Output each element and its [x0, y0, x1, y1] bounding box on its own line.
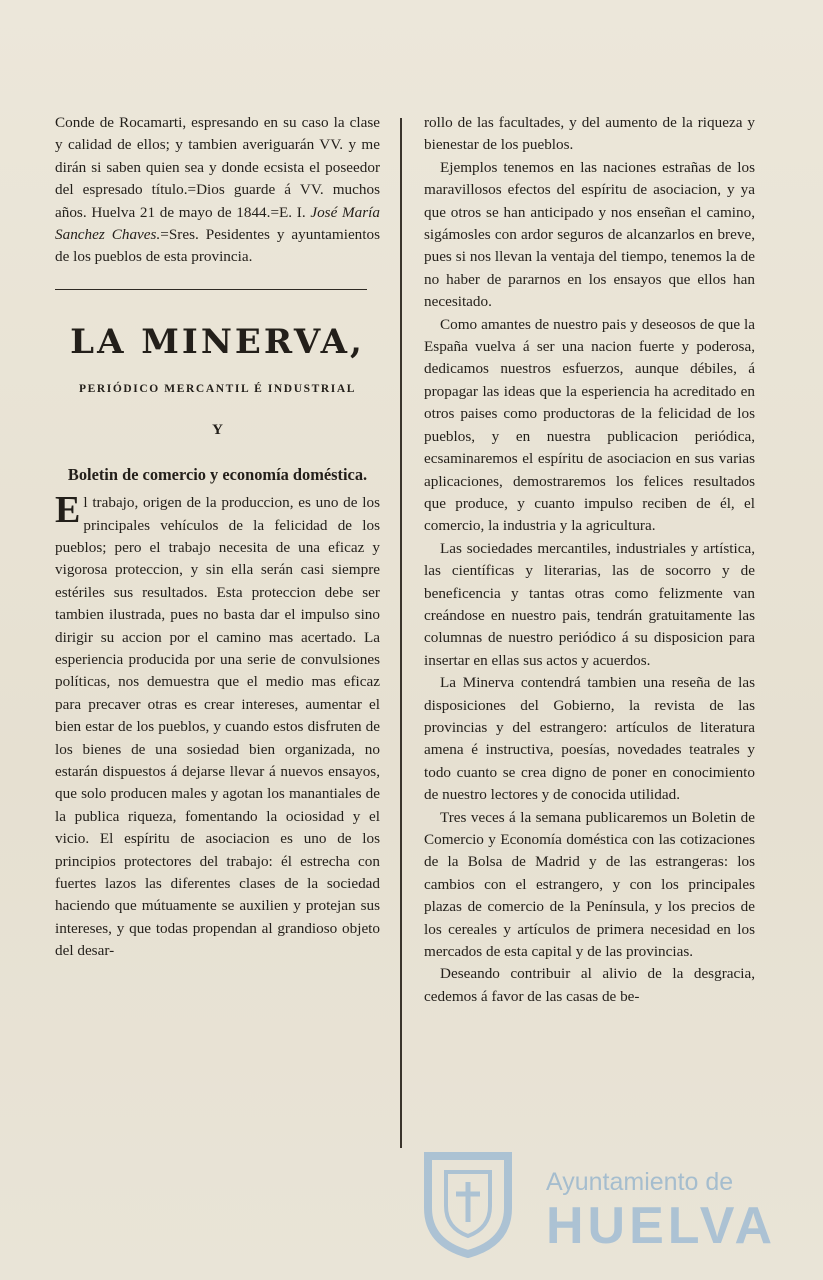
coat-of-arms-icon: [418, 1148, 518, 1258]
archive-watermark: [418, 1148, 777, 1258]
intro-text: l trabajo, origen de la produccion, es uno de los principales vehículos de la felicidad de los pueblos; pero el trabajo necesita de una eficaz y vigorosa proteccion, y sin ella serán casi siempre estériles sus resultados. Esta proteccion debe ser tambien ilustrada, pues no basta dar el impulso sino dirigir su accion por el camino mas acertado. La esperiencia producida por una serie de convulsiones políticas, nos demuestra que el medio mas eficaz para precaver otras es crear intereses, aumentar el bien estar de los pueblos, y cuando estos disfruten de los bienes de una sosiedad bien organizada, no estarán dispuestos á dejarse llevar á nuevos ensayos, que solo producen males y agotan los manantiales de la publica riqueza, fomentando la ociosidad y el vicio. El espíritu de asociacion es uno de los principios protectores del trabajo: él estrecha con fuertes lazos las diferentes clases de la sociedad haciendo que mútuamente se auxilien y protejan sus intereses, y que todas propendan al grandioso objeto del desar-: [55, 494, 380, 960]
closing-notice: [55, 112, 380, 269]
notice-text: Conde de Rocamarti, espresando en su caso la clase y calidad de ellos; y tambien averiguarán VV. y me dirán si saben quien sea y donde ecsista el poseedor del espresado título.=Dios guarde á VV. muchos años. Huelva 21 de mayo de 1844.=E. I.: [55, 114, 380, 221]
masthead-title: LA MINERVA,: [70, 322, 365, 363]
masthead-subtitle: PERIÓDICO MERCANTIL É INDUSTRIAL: [78, 383, 357, 396]
paragraph-societies: Las sociedades mercantiles, industriales y artística, las científicas y literarias, las de socorro y de beneficencia y tantas otras como felizmente van creándose en nuestro pais, tendrán gratuitamente las columnas de nuestro periódico á su disposicion para insertar en ellas sus actos y acuerdos.: [424, 539, 755, 669]
watermark-line-2: HUELVA: [546, 1197, 777, 1255]
boletin-title: Boletin de comercio y economía doméstica.: [67, 465, 368, 485]
masthead-conjunction: Y: [212, 421, 223, 438]
watermark-line-1: Ayuntamiento de: [546, 1168, 734, 1196]
left-column: [55, 112, 380, 963]
drop-cap: E: [55, 489, 81, 532]
paragraph-continuation: rollo de las facultades, y del aumento de la riqueza y bienestar de los pueblos.: [424, 114, 755, 154]
signatory-name: José María Sanchez Chaves.: [55, 203, 380, 244]
addressees: =Sres. Pesidentes y ayuntamientos de los pueblos de esta provincia.: [55, 226, 380, 266]
column-divider: [400, 118, 402, 1148]
right-column: [424, 112, 755, 1008]
paragraph-patriots: Como amantes de nuestro pais y deseosos de que la España vuelva á ser una nacion fuerte y poderosa, dedicamos nuestros esfuerzos, aunque débiles, á propagar las ideas que la esperiencia ha acreditado en otros paises como productoras de la felicidad de los pueblos, y en nuestra publicacion periódica, ecsaminaremos el espíritu de asociacion en sus varias aplicaciones, demostraremos los felices resultados que produce, y cuanto impulso reciben de él, el comercio, la industria y la agricultura.: [424, 315, 755, 535]
section-divider: [55, 289, 367, 291]
intro-paragraph: [55, 489, 380, 963]
paragraph-bulletin: Tres veces á la semana publicaremos un Boletin de Comercio y Economía doméstica con las cotizaciones de la Bolsa de Madrid y de las estrangeras: los cambios con el estrangero, y con los principales plazas de comercio de la Península, y los precios de los cereales y artículos de primera necesidad en los mercados de esta capital y de las provincias.: [424, 808, 755, 961]
paragraph-examples: Ejemplos tenemos en las naciones estrañas de los maravillosos efectos del espíritu de asociacion, y ya que otros se han anticipado y nos enseñan el camino, sigámosles con ardor seguros de alcanzarlos en breve, pues si nos llevan la ventaja del tiempo, tenemos la de no haber de pararnos en los ensayos que ellos han necesitado.: [424, 158, 755, 311]
paragraph-charity: Deseando contribuir al alivio de la desgracia, cedemos á favor de las casas de be-: [424, 965, 755, 1005]
paragraph-contents: La Minerva contendrá tambien una reseña de las disposiciones del Gobierno, la revista de las provincias y del estrangero: artículos de literatura amena é instructiva, poesías, novedades teatrales y todo cuanto se crea digno de poner en conocimiento de nuestro lectores y de conocida utilidad.: [424, 674, 755, 804]
